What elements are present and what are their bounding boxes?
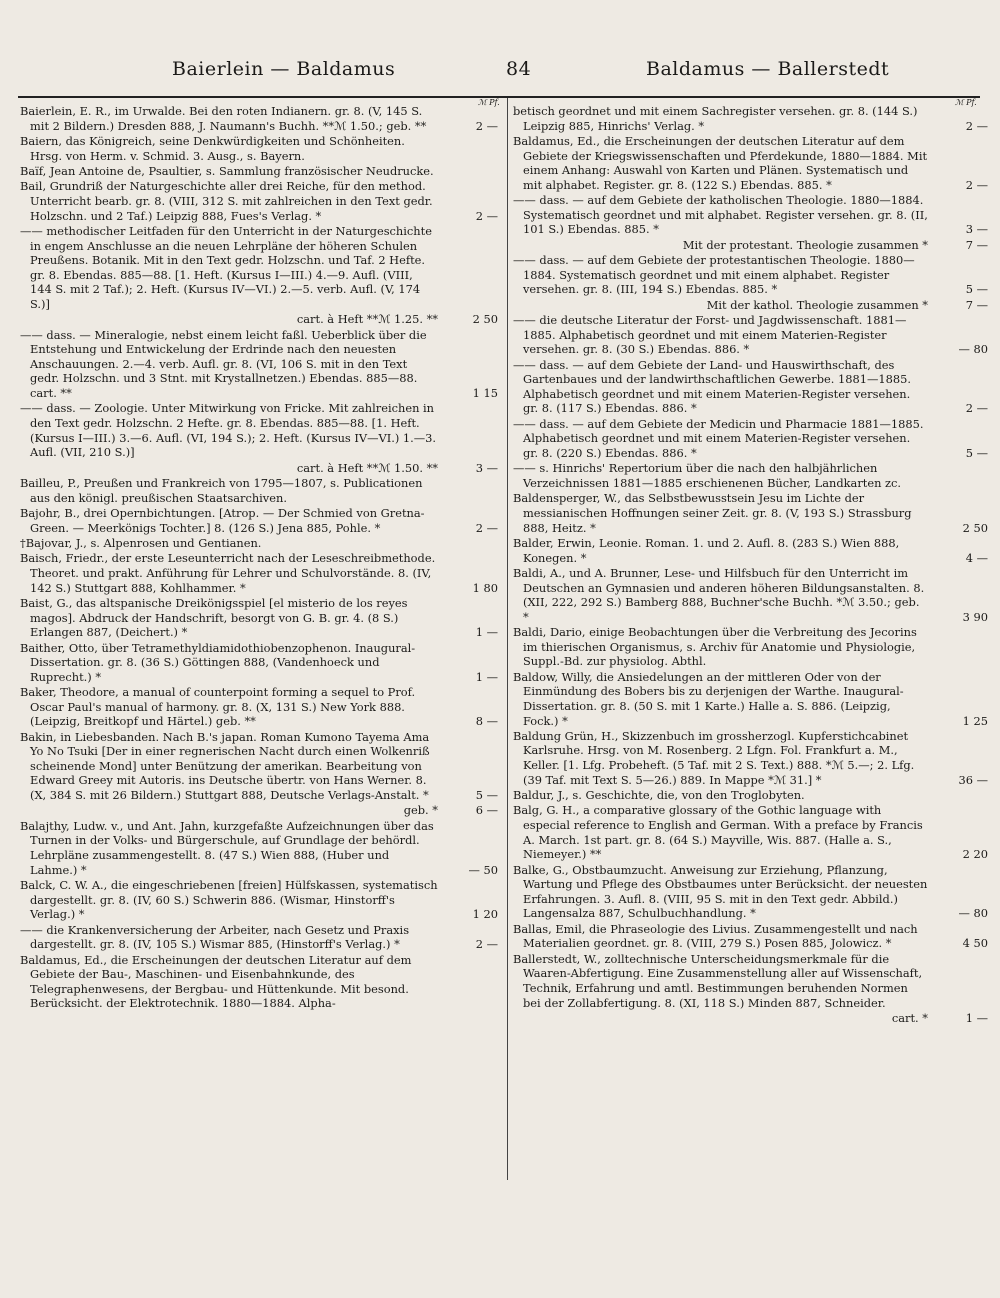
entry-price: — 80 [958,342,988,357]
entry-text: betisch geordnet und mit einem Sachregister versehen. gr. 8. (144 S.) Leipzig 885, Hinrichs' Verlag. * [513,104,918,133]
catalog-entry [20,536,498,551]
catalog-entry [20,134,498,163]
entry-subline [513,1011,988,1026]
catalog-entry [513,625,988,669]
entry-price: 4 — [965,550,988,565]
catalog-entry [20,730,498,803]
catalog-entry [20,476,498,505]
entry-text: Baldamus, Ed., die Erscheinungen der deutschen Literatur auf dem Gebiete der Kriegswissenschaften und Pferdekunde, 1880—1884. Mit einem Anhang: Auswahl von Karten und Plänen. Systematisch und mit alphabet. Register. gr. 8. (122 S.) Ebendas. 885. * [513,133,928,192]
catalog-entry [20,104,498,133]
left-column [20,104,498,1184]
catalog-entry [513,863,988,921]
right-column [513,104,988,1184]
entry-price: 6 — [475,803,498,818]
entry-text: —— dass. — Zoologie. Unter Mitwirkung von Fricke. Mit zahlreichen in den Text gedr. Holzschn. 2 Hefte. gr. 8. Ebendas. 885—88. [1. Heft. (Kursus I—III.) 3.—6. Aufl. (VI, 194 S.); 2. Heft. (Kursus IV—VI.) 1.—3. Aufl. (VII, 210 S.)] [20,401,437,460]
catalog-entry [513,104,988,133]
catalog-entry [20,641,498,685]
entry-text: —— dass. — auf dem Gebiete der katholischen Theologie. 1880—1884. Systematisch geordnet und mit alphabet. Register versehen. gr. 8. (II, 101 S.) Ebendas. 885. * [513,193,928,237]
entry-price: 7 — [965,297,988,312]
catalog-entry [20,819,498,877]
price-column-head-right: ℳ Pf. [955,98,977,107]
entry-text: Baldur, J., s. Geschichte, die, von den Troglobyten. [513,788,805,803]
entry-price: 1 25 [962,713,988,728]
entry-text: Baist, G., das altspanische Dreikönigsspiel [el misterio de los reyes magos]. Abdruck der Handschrift, besorgt von G. B. gr. 4. (8 S.) Erlangen 887, (Deichert.) * [20,595,408,640]
entry-price: 5 — [965,446,988,461]
entry-price: 1 80 [472,580,498,595]
entry-text: —— dass. — Mineralogie, nebst einem leicht faßl. Ueberblick über die Entstehung und Entwickelung der Erdrinde nach den neuesten Anschauungen. 2.—4. verb. Aufl. gr. 8. (VI, 106 S. mit in den Text gedr. Holzschn. und 3 Stnt. mit Krystallnetzen.) Ebendas. 885—88. cart. ** [20,327,427,401]
entry-price: — 80 [958,906,988,921]
catalog-entry [513,952,988,1010]
catalog-entry [513,670,988,728]
entry-price: 2 50 [962,520,988,535]
page-header [0,58,1000,94]
entry-text: geb. * [403,803,438,818]
header-left: Baierlein — Baldamus [172,58,396,80]
catalog-entry [513,134,988,192]
column-divider [507,98,508,1180]
entry-subline [20,312,498,327]
entry-price: 2 50 [472,312,498,327]
entry-text: Baldung Grün, H., Skizzenbuch im grossherzogl. Kupferstichcabinet Karlsruhe. Hrsg. von M. Rosenberg. 2 Lfgn. Fol. Frankfurt a. M., Keller. [1. Lfg. Probeheft. (5 Taf. mit 2 S. Text.) 888. *ℳ 5.—; 2. Lfg. (39 Taf. mit Text S. 5—26.) 889. In Mappe *ℳ 31.] * [513,728,915,787]
entry-subline [20,461,498,476]
catalog-entry [20,179,498,223]
entry-text: Bajohr, B., drei Opernbichtungen. [Atrop. — Der Schmied von Gretna-Green. — Meerkönigs Tochter.] 8. (126 S.) Jena 885, Pohle. * [20,506,425,535]
entry-text: Balck, C. W. A., die eingeschriebenen [freien] Hülfskassen, systematisch dargestellt. gr. 8. (IV, 60 S.) Schwerin 886. (Wismar, Hinstorff's Verlag.) * [20,878,438,922]
entry-text: —— dass. — auf dem Gebiete der Land- und Hauswirthschaft, des Gartenbaues und der landwirthschaftlichen Gewerbe. 1881—1885. Alphabetisch geordnet und mit einem Materien-Register versehen. gr. 8. (117 S.) Ebendas. 886. * [513,357,911,416]
catalog-entry [513,193,988,237]
catalog-entry [513,313,988,357]
entry-price: 2 — [965,401,988,416]
catalog-entry [20,685,498,729]
entry-text: Ballerstedt, W., zolltechnische Unterscheidungsmerkmale für die Waaren-Abfertigung. Eine Zusammenstellung aller auf Wissenschaft, Technik, Erfahrung und amtl. Bestimmungen beruhenden Normen bei der Zollabfertigung. 8. (XI, 118 S.) Minden 887, Schneider. [513,951,923,1010]
entry-price: 3 — [475,460,498,475]
catalog-entry [20,953,498,1011]
price-column-head-left: ℳ Pf. [478,98,500,107]
catalog-entry [513,803,988,861]
entry-text: Baldamus, Ed., die Erscheinungen der deutschen Literatur auf dem Gebiete der Bau-, Maschinen- und Eisenbahnkunde, des Telegraphenwesens, der Bergbau- und Hüttenkunde. Mit besond. Berücksicht. der Elektrotechnik. 1880—1884. Alpha- [20,952,412,1011]
entry-price: 8 — [475,714,498,729]
entry-price: 2 — [965,118,988,133]
catalog-entry [513,417,988,461]
entry-text: Balajthy, Ludw. v., und Ant. Jahn, kurzgefaßte Aufzeichnungen über das Turnen in der Volks- und Bürgerschule, auf Grundlage der behördl. Lehrpläne zusammengestellt. 8. (47 S.) Wien 888, (Huber und Lahme.) * [20,818,434,877]
entry-price: 2 — [475,118,498,133]
entry-price: 2 — [475,520,498,535]
entry-text: Bakin, in Liebesbanden. Nach B.'s japan. Roman Kumono Tayema Ama Yo No Tsuki [Der in einer regnerischen Nacht durch einen Wolkenriß scheinende Mond] unter Benützung der amerikan. Bearbeitung von Edward Greey mit Autoris. ins Deutsche übertr. von Hans Werner. 8. (X, 384 S. mit 26 Bildern.) Stuttgart 888, Deutsche Verlags-Anstalt. * [20,729,430,803]
entry-text: Balg, G. H., a comparative glossary of the Gothic language with especial reference to English and German. With a preface by Francis A. March. 1st part. gr. 8. (64 S.) Mayville, Wis. 887. (Halle a. S., Niemeyer.) ** [513,803,923,862]
catalog-entry [513,788,988,803]
catalog-entry [20,923,498,952]
entry-price: 1 15 [472,386,498,401]
entry-subline [513,238,988,253]
catalog-entry [513,491,988,535]
entry-text: Baker, Theodore, a manual of counterpoint forming a sequel to Prof. Oscar Paul's manual of harmony. gr. 8. (X, 131 S.) New York 888. (Leipzig, Breitkopf und Härtel.) geb. ** [20,685,416,729]
entry-text: —— die Krankenversicherung der Arbeiter, nach Gesetz und Praxis dargestellt. gr. 8. (IV, 105 S.) Wismar 885, (Hinstorff's Verlag.) * [20,922,410,952]
catalog-entry [513,729,988,787]
catalog-entry [20,596,498,640]
catalog-entry [513,358,988,416]
catalog-entry [513,922,988,951]
page-number: 84 [506,58,532,80]
entry-text: Ballas, Emil, die Phraseologie des Livius. Zusammengestellt und nach Materialien geordnet. gr. 8. (VIII, 279 S.) Posen 885, Jolowicz. * [513,921,918,951]
entry-price: 1 — [965,1010,988,1025]
entry-text: cart. à Heft **ℳ 1.25. ** [296,312,438,327]
entry-price: 1 20 [472,907,498,922]
catalog-entry [20,506,498,535]
entry-text: Baierlein, E. R., im Urwalde. Bei den roten Indianern. gr. 8. (V, 145 S. mit 2 Bildern.) Dresden 888, J. Naumann's Buchh. **ℳ 1.50.; geb. ** [20,104,427,133]
catalog-entry [20,551,498,595]
entry-text: Bailleu, P., Preußen und Frankreich von 1795—1807, s. Publicationen aus den königl. preußischen Staatsarchiven. [20,476,423,505]
entry-text: Mit der kathol. Theologie zusammen * [706,297,928,312]
entry-price: 2 — [475,208,498,223]
catalog-entry [513,461,988,490]
entry-text: —— die deutsche Literatur der Forst- und Jagdwissenschaft. 1881—1885. Alphabetisch geordnet und mit einem Materien-Register versehen. gr. 8. (30 S.) Ebendas. 886. * [513,313,907,357]
entry-text: —— dass. — auf dem Gebiete der protestantischen Theologie. 1880—1884. Systematisch geordnet und mit einem alphabet. Register versehen. gr. 8. (III, 194 S.) Ebendas. 885. * [513,253,915,297]
entry-text: †Bajovar, J., s. Alpenrosen und Gentianen. [20,535,262,550]
header-right: Baldamus — Ballerstedt [646,58,890,80]
entry-price: 3 90 [962,609,988,624]
entry-price: 1 — [475,625,498,640]
entry-text: Balder, Erwin, Leonie. Roman. 1. und 2. Aufl. 8. (283 S.) Wien 888, Konegen. * [513,535,900,565]
entry-price: 4 50 [962,936,988,951]
entry-text: Balke, G., Obstbaumzucht. Anweisung zur Erziehung, Pflanzung, Wartung und Pflege des Obstbaumes unter Berücksicht. der neuesten Erfahrungen. 3. Aufl. 8. (VIII, 95 S. mit in den Text gedr. Abbild.) Langensalza 887, Schulbuchhandlung. * [513,862,928,921]
entry-text: —— s. Hinrichs' Repertorium über die nach den halbjährlichen Verzeichnissen 1881—1885 erschienenen Bücher, Landkarten zc. [513,461,902,491]
entry-subline [513,298,988,313]
catalog-entry [20,328,498,401]
entry-text: Baisch, Friedr., der erste Leseunterricht nach der Leseschreibmethode. Theoret. und prakt. Anführung für Lehrer und Schulvorstände. 8. (IV, 142 S.) Stuttgart 888, Kohlhammer. * [20,551,436,595]
entry-text: Baiern, das Königreich, seine Denkwürdigkeiten und Schönheiten. Hrsg. von Herm. v. Schmid. 3. Ausg., s. Bayern. [20,133,405,163]
entry-text: —— dass. — auf dem Gebiete der Medicin und Pharmacie 1881—1885. Alphabetisch geordnet und mit einem Materien-Register versehen. gr. 8. (220 S.) Ebendas. 886. * [513,416,924,461]
entry-subline [20,803,498,818]
entry-text: Baither, Otto, über Tetramethyldiamidothiobenzophenon. Inaugural-Dissertation. gr. 8. (36 S.) Göttingen 888, (Vandenhoeck und Ruprecht.) * [20,640,416,684]
entry-text: cart. à Heft **ℳ 1.50. ** [296,460,438,475]
entry-text: Baldow, Willy, die Ansiedelungen an der mittleren Oder von der Einmündung des Bobers bis zu derjenigen der Warthe. Inaugural-Dissertation. gr. 8. (50 S. mit 1 Karte.) Halle a. S. 886. (Leipzig, Fock.) * [513,669,904,728]
entry-price: — 50 [468,862,498,877]
entry-text: Baldi, A., und A. Brunner, Lese- und Hilfsbuch für den Unterricht im Deutschen an Gymnasien und anderen höheren Bildungsanstalten. 8. (XII, 222, 292 S.) Bamberg 888, Buchner'sche Buchh. *ℳ 3.50.; geb. * [513,565,925,624]
catalog-entry [513,253,988,297]
entry-text: Baldi, Dario, einige Beobachtungen über die Verbreitung des Jecorins im thierischen Organismus, s. Archiv für Anatomie und Physiologie, Suppl.-Bd. zur physiolog. Abthl. [513,625,917,669]
entry-price: 2 20 [962,847,988,862]
entry-price: 2 — [965,177,988,192]
catalog-entry [20,878,498,922]
entry-price: 5 — [475,788,498,803]
entry-text: Bail, Grundriß der Naturgeschichte aller drei Reiche, für den method. Unterricht bearb. gr. 8. (VIII, 312 S. mit zahlreichen in den Text gedr. Holzschn. und 2 Taf.) Leipzig 888, Fues's Verlag. * [20,179,433,223]
entry-price: 2 — [475,937,498,952]
entry-text: Baïf, Jean Antoine de, Psaultier, s. Sammlung französischer Neudrucke. [20,163,434,178]
entry-text: —— methodischer Leitfaden für den Unterricht in der Naturgeschichte in engem Anschlusse an die neuen Lehrpläne der höheren Schulen Preußens. Botanik. Mit in den Text gedr. Holzschn. und Taf. 2 Hefte. gr. 8. Ebendas. 885—88. [1. Heft. (Kursus I—III.) 4.—9. Aufl. (VIII, 144 S. mit 2 Taf.); 2. Heft. (Kursus IV—VI.) 2.—5. verb. Aufl. (V, 174 S.)] [20,223,432,311]
catalog-entry [513,566,988,624]
entry-price: 36 — [958,772,988,787]
entry-price: 3 — [965,222,988,237]
entry-text: Mit der protestant. Theologie zusammen * [682,237,928,252]
catalog-entry [20,164,498,179]
entry-price: 1 — [475,669,498,684]
catalog-entry [513,536,988,565]
catalog-entry [20,224,498,312]
catalog-entry [20,401,498,459]
entry-price: 7 — [965,237,988,252]
entry-text: Baldensperger, W., das Selbstbewusstsein Jesu im Lichte der messianischen Hoffnungen seiner Zeit. gr. 8. (V, 193 S.) Strassburg 888, Heitz. * [513,491,912,535]
entry-text: cart. * [891,1010,928,1025]
entry-price: 5 — [965,282,988,297]
